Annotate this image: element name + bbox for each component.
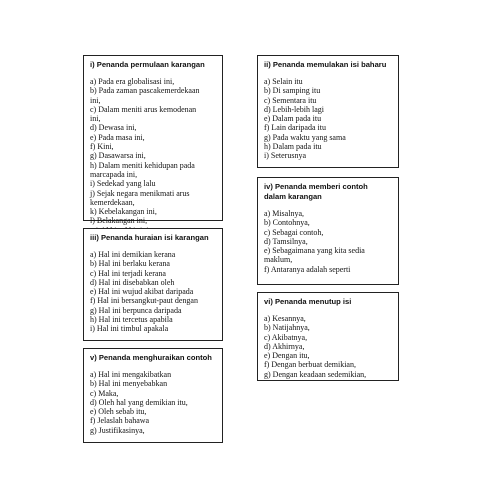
list-item: d) Dewasa ini,	[90, 123, 137, 133]
list-item: d) Tamsilnya,	[264, 236, 308, 246]
list-item: f) Kini,	[90, 142, 114, 152]
list-item: c) Dalam meniti arus kemodenan ini,	[90, 104, 197, 124]
list-item: d) Hal ini disebabkan oleh	[90, 277, 175, 287]
list-item: b) Hal ini berlaku kerana	[90, 259, 170, 269]
box-penanda-menutup-isi	[257, 292, 399, 381]
list-item: c) Hal ini terjadi kerana	[90, 268, 166, 278]
box-title: i) Penanda permulaan karangan	[90, 60, 205, 69]
list-item: e) Dengan itu,	[264, 351, 310, 361]
list-item: g) Pada waktu yang sama	[264, 132, 346, 142]
list-item: f) Dengan berbuat demikian,	[264, 360, 356, 370]
list-item: e) Sebagaimana yang kita sedia maklum,	[264, 246, 365, 265]
item-list	[264, 209, 392, 274]
box-title: ii) Penanda memulakan isi baharu	[264, 60, 387, 69]
list-item: f) Hal ini bersangkut-paut dengan	[90, 296, 198, 306]
list-item: g) Justifikasinya,	[90, 425, 145, 435]
box-penanda-menghuraikan-contoh	[83, 348, 223, 443]
list-item: e) Dalam pada itu	[264, 114, 322, 124]
list-item: g) Dengan keadaan sedemikian,	[264, 369, 367, 379]
box-penanda-huraian-isi-karangan	[83, 228, 223, 341]
list-item: i) Sedekad yang lalu	[90, 179, 156, 189]
list-item: d) Akhirnya,	[264, 341, 305, 351]
list-item: f) Antaranya adalah seperti	[264, 264, 351, 274]
item-list	[264, 314, 392, 379]
list-item: b) Di samping itu	[264, 86, 321, 96]
list-item: h) Hal ini tercetus apabila	[90, 315, 173, 325]
list-item: b) Pada zaman pascakemerdekaan ini,	[90, 86, 200, 105]
list-item: h) Dalam pada itu	[264, 142, 322, 152]
box-penanda-memulakan-isi-baharu	[257, 55, 399, 168]
box-penanda-memberi-contoh	[257, 177, 399, 285]
list-item: a) Hal ini mengakibatkan	[90, 370, 172, 379]
list-item: i) Seterusnya	[264, 151, 306, 161]
list-item: a) Misalnya,	[264, 209, 304, 218]
box-title: iii) Penanda huraian isi karangan	[90, 233, 209, 242]
list-item: e) Oleh sebab itu,	[90, 407, 147, 417]
list-item: b) Natijahnya,	[264, 323, 310, 333]
list-item: k) Kebelakangan ini,	[90, 207, 157, 217]
list-item: c) Sementara itu	[264, 95, 317, 105]
list-item: c) Akibatnya,	[264, 332, 308, 342]
list-item: a) Kesannya,	[264, 314, 306, 323]
list-item: d) Oleh hal yang demikian itu,	[90, 397, 188, 407]
box-title: vi) Penanda menutup isi	[264, 297, 352, 306]
list-item: c) Maka,	[90, 388, 119, 398]
list-item: l) Belakangan ini,	[90, 216, 148, 226]
list-item: a) Pada era globalisasi ini,	[90, 77, 175, 86]
item-list	[90, 250, 216, 334]
list-item: c) Sebagai contoh,	[264, 227, 324, 237]
list-item: a) Selain itu	[264, 77, 303, 86]
list-item: b) Hal ini menyebabkan	[90, 379, 168, 389]
box-penanda-permulaan-karangan	[83, 55, 223, 226]
list-item: g) Dasawarsa ini,	[90, 151, 146, 161]
list-item: a) Hal ini demikian kerana	[90, 250, 176, 259]
item-list	[264, 77, 392, 161]
list-item: g) Hal ini berpunca daripada	[90, 305, 182, 315]
list-item: e) Hal ini wujud akibat daripada	[90, 287, 194, 297]
item-list	[90, 370, 216, 435]
list-item: f) Jelaslah bahawa	[90, 416, 150, 426]
list-item: b) Contohnya,	[264, 218, 310, 228]
list-item: h) Dalam meniti kehidupan pada marcapada ini,	[90, 160, 195, 179]
box-title: iv) Penanda memberi contoh dalam karangan	[264, 182, 368, 201]
box-title: v) Penanda menghuraikan contoh	[90, 353, 212, 362]
list-item: f) Lain daripada itu	[264, 123, 326, 133]
list-item: j) Sejak negara menikmati arus kemerdekaan,	[90, 188, 190, 207]
item-list	[90, 77, 216, 235]
list-item: d) Lebih-lebih lagi	[264, 104, 324, 114]
list-item: e) Pada masa ini,	[90, 132, 145, 142]
list-item: i) Hal ini timbul apakala	[90, 324, 169, 334]
